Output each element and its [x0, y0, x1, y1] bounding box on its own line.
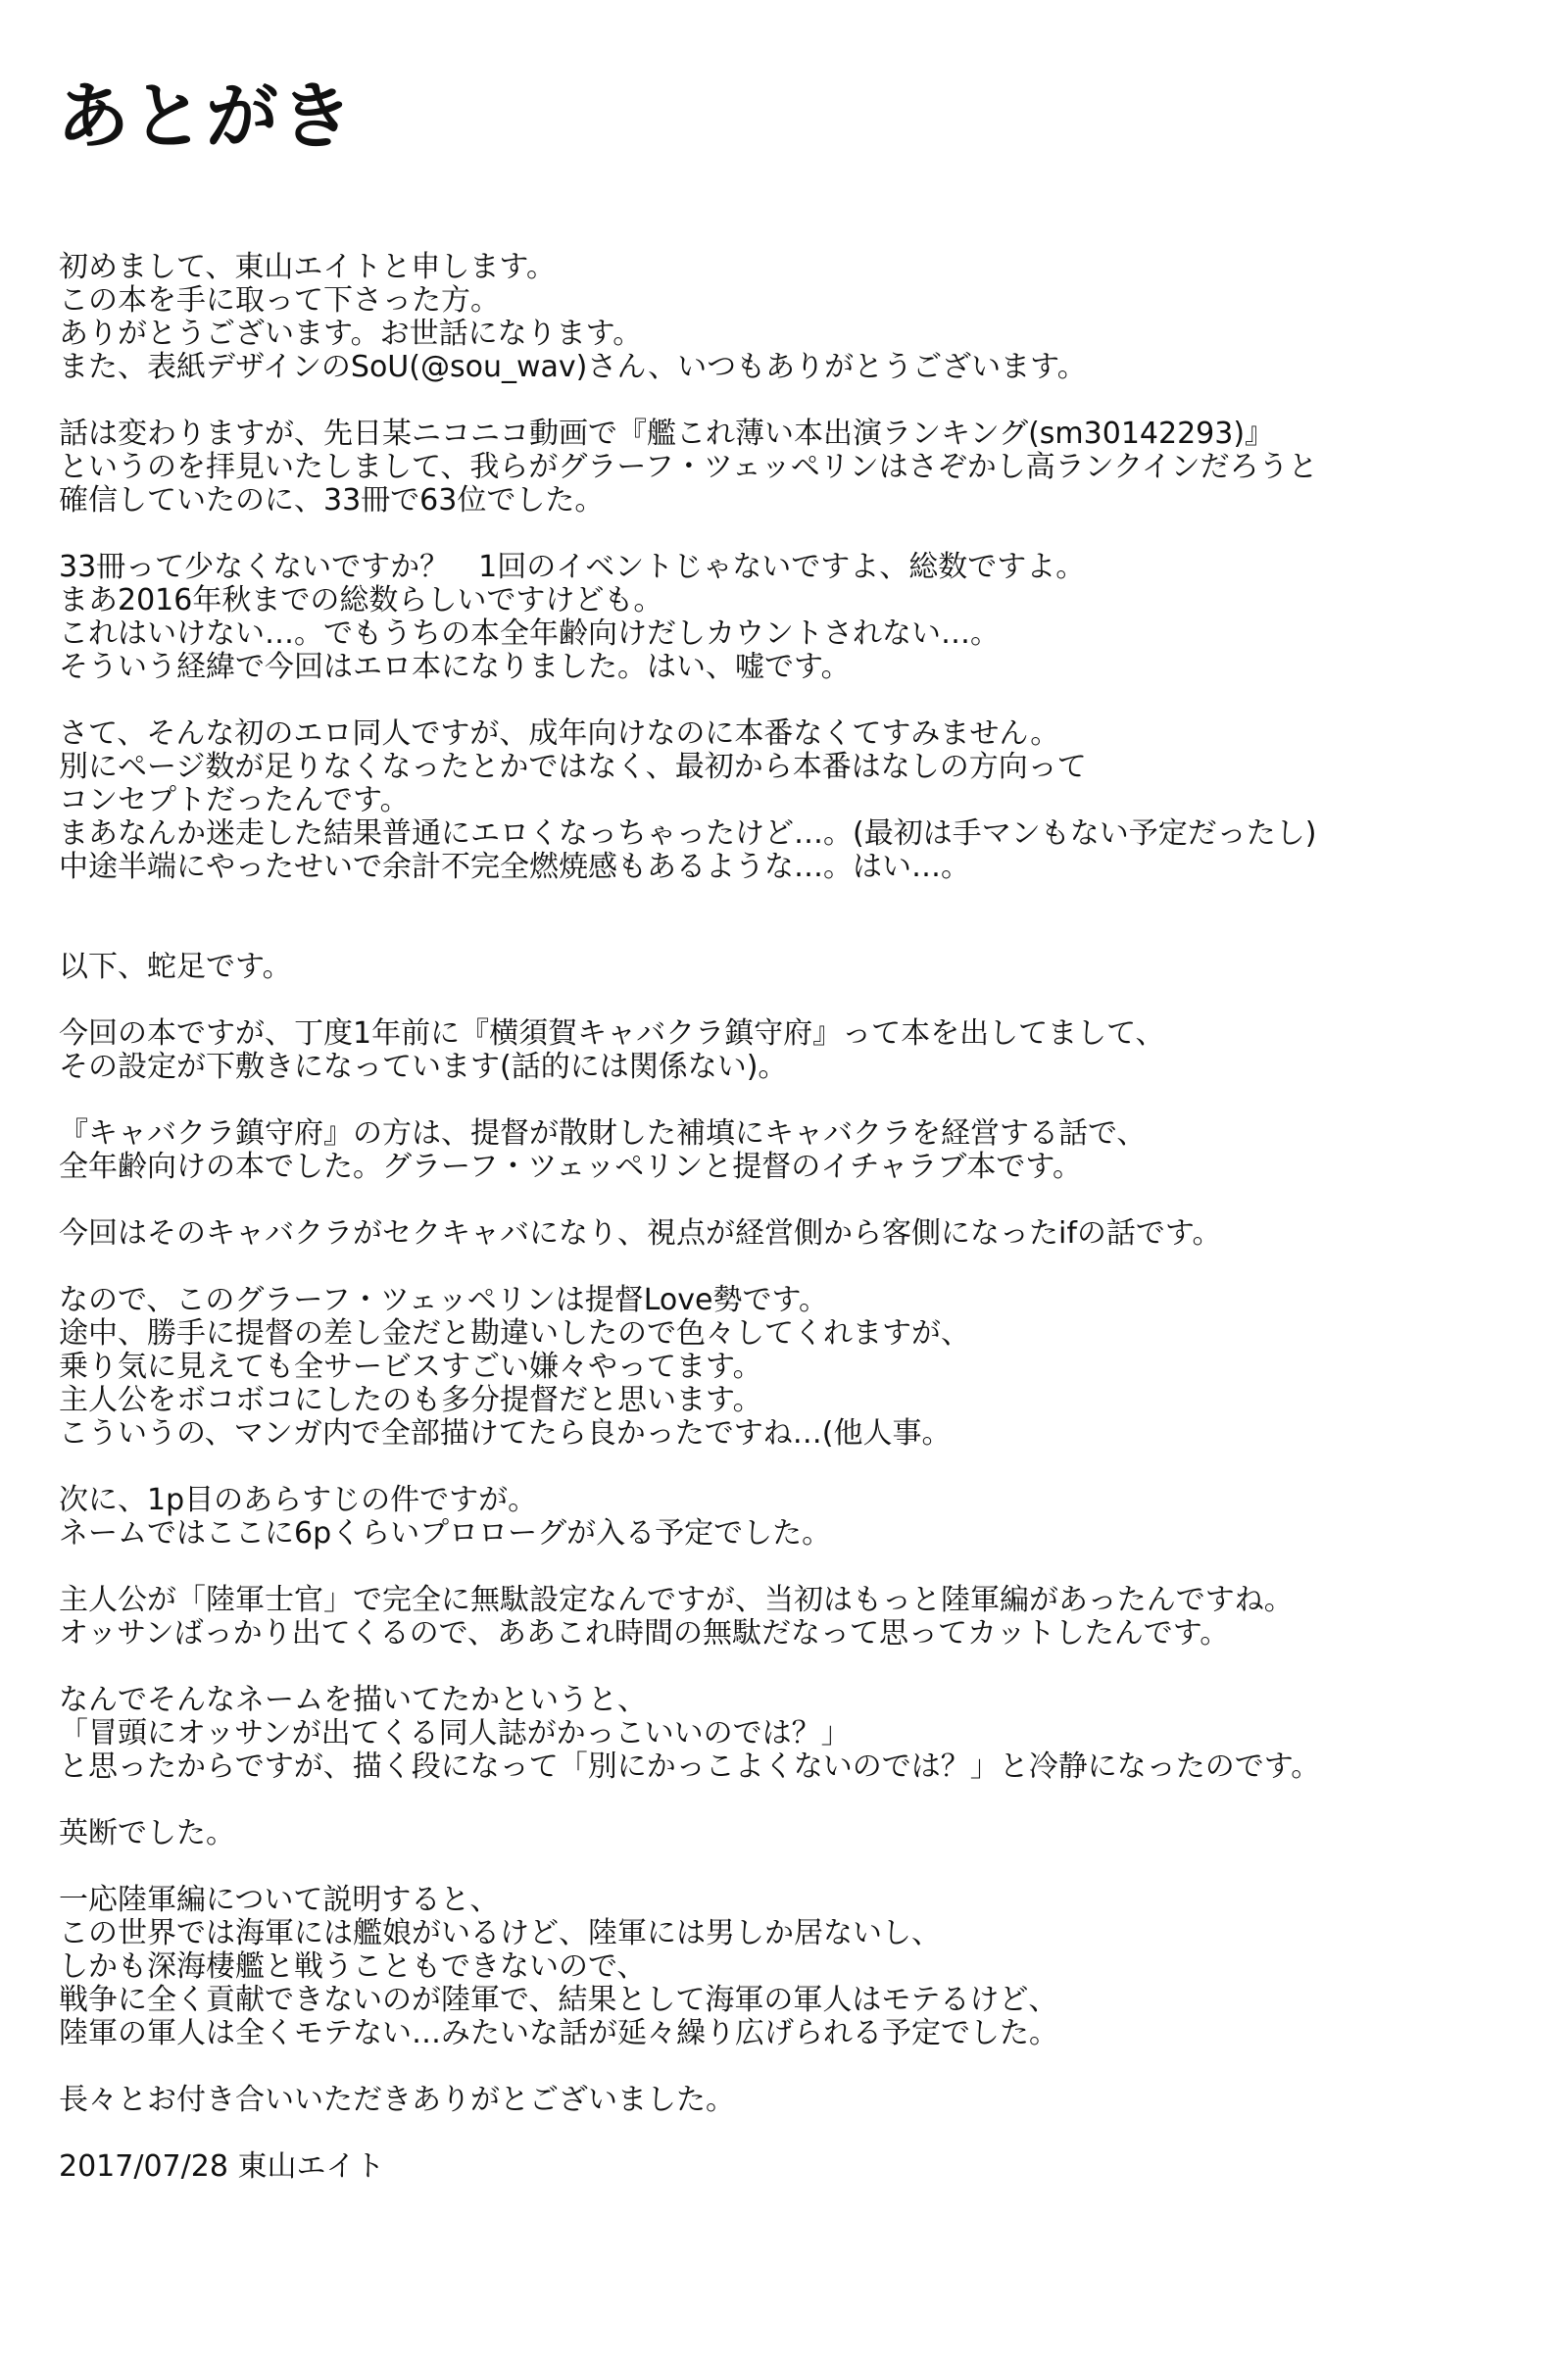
text-line: 乗り気に見えても全サービスすごい嫌々やってます。 — [59, 1350, 762, 1384]
paragraph-army-arc — [59, 1884, 1509, 2050]
text-line: そういう経緯で今回はエロ本になりました。はい、嘘です。 — [59, 650, 851, 684]
text-line: 陸軍の軍人は全くモテない…みたいな話が延々繰り広げられる予定でした。 — [59, 2016, 1058, 2050]
text-line: 「冒頭にオッサンが出てくる同人誌がかっこいいのでは？」 — [59, 1716, 851, 1750]
text-line: コンセプトだったんです。 — [59, 783, 410, 817]
text-line: この世界では海軍には艦娘がいるけど、陸軍には男しか居ないし、 — [59, 1916, 941, 1950]
signature-block — [59, 2150, 1509, 2184]
paragraph-decision — [59, 1817, 1509, 1850]
text-line: オッサンばっかり出てくるので、ああこれ時間の無駄だなって思ってカットしたんです。 — [59, 1616, 1230, 1651]
text-line: その設定が下敷きになっています(話的には関係ない)。 — [59, 1050, 788, 1084]
paragraph-aside — [59, 951, 1509, 984]
text-line: 英断でした。 — [59, 1816, 235, 1850]
paragraph-if-story — [59, 1217, 1509, 1251]
paragraph-army-officer — [59, 1584, 1509, 1651]
text-line: 今回はそのキャバクラがセクキャバになり、視点が経営側から客側になったifの話です。 — [59, 1216, 1222, 1251]
text-line: これはいけない…。でもうちの本全年齢向けだしカウントされない…。 — [59, 616, 1000, 651]
paragraph-previous-book — [59, 1017, 1509, 1084]
paragraph-thanks — [59, 2084, 1509, 2117]
signature-date-author: 2017/07/28 東山エイト — [59, 2149, 385, 2184]
text-line: 確信していたのに、33冊で63位でした。 — [59, 483, 605, 518]
text-line: まあなんか迷走した結果普通にエロくなっちゃったけど…。(最初は手マンもない予定だったし) — [59, 816, 1317, 851]
paragraph-greeting — [59, 251, 1509, 384]
text-line: 中途半端にやったせいで余計不完全燃焼感もあるような…。はい…。 — [59, 850, 970, 884]
text-line: 別にページ数が足りなくなったとかではなく、最初から本番はなしの方向って — [59, 750, 1087, 784]
afterword-body — [59, 251, 1509, 2217]
text-line: 次に、1p目のあらすじの件ですが。 — [59, 1483, 538, 1517]
text-line: 33冊って少なくないですか？ 1回のイベントじゃないですよ、総数ですよ。 — [59, 550, 1086, 584]
text-line: まあ2016年秋までの総数らしいですけども。 — [59, 583, 663, 617]
text-line: こういうの、マンガ内で全部描けてたら良かったですね…(他人事。 — [59, 1416, 952, 1451]
text-line: 途中、勝手に提督の差し金だと勘違いしたので色々してくれますが、 — [59, 1316, 970, 1351]
text-line: 『キャバクラ鎮守府』の方は、提督が散財した補填にキャバクラを経営する話で、 — [59, 1116, 1147, 1151]
text-line: と思ったからですが、描く段になって「別にかっこよくないのでは？」と冷静になったのです。 — [59, 1750, 1321, 1784]
text-line: なので、このグラーフ・ツェッペリンは提督Love勢です。 — [59, 1283, 829, 1317]
text-line: さて、そんな初のエロ同人ですが、成年向けなのに本番なくてすみません。 — [59, 716, 1060, 751]
paragraph-cabaret — [59, 1117, 1509, 1184]
text-line: 初めまして、東山エイトと申します。 — [59, 250, 556, 284]
paragraph-count — [59, 551, 1509, 684]
text-line: 主人公が「陸軍士官」で完全に無駄設定なんですが、当初はもっと陸軍編があったんですね。 — [59, 1583, 1294, 1617]
paragraph-reason — [59, 1684, 1509, 1784]
page-title: あとがき — [57, 74, 355, 159]
text-line: 以下、蛇足です。 — [59, 950, 292, 984]
text-line: 話は変わりますが、先日某ニコニコ動画で『艦これ薄い本出演ランキング(sm30142293)』 — [59, 417, 1275, 451]
text-line: 戦争に全く貢献できないのが陸軍で、結果として海軍の軍人はモテるけど、 — [59, 1983, 1058, 2017]
paragraph-synopsis — [59, 1484, 1509, 1551]
text-line: また、表紙デザインのSoU(@sou_wav)さん、いつもありがとうございます。 — [59, 350, 1087, 384]
text-line: なんでそんなネームを描いてたかというと、 — [59, 1683, 647, 1717]
text-line: というのを拝見いたしまして、我らがグラーフ・ツェッペリンはさぞかし高ランクインだろうと — [59, 450, 1318, 484]
paragraph-character — [59, 1284, 1509, 1451]
text-line: ネームではここに6pくらいプロローグが入る予定でした。 — [59, 1516, 832, 1551]
text-line: 今回の本ですが、丁度1年前に『横須賀キャバクラ鎮守府』って本を出してまして、 — [59, 1016, 1165, 1051]
text-line: この本を手に取って下さった方。 — [59, 283, 500, 318]
paragraph-ranking — [59, 418, 1509, 518]
paragraph-apology — [59, 717, 1509, 884]
text-line: 主人公をボコボコにしたのも多分提督だと思います。 — [59, 1383, 762, 1417]
text-line: 長々とお付き合いいただきありがとございました。 — [59, 2083, 735, 2117]
text-line: しかも深海棲艦と戦うこともできないので、 — [59, 1949, 647, 1984]
text-line: 一応陸軍編について説明すると、 — [59, 1883, 500, 1917]
text-line: 全年齢向けの本でした。グラーフ・ツェッペリンと提督のイチャラブ本です。 — [59, 1150, 1082, 1184]
text-line: ありがとうございます。お世話になります。 — [59, 317, 643, 351]
